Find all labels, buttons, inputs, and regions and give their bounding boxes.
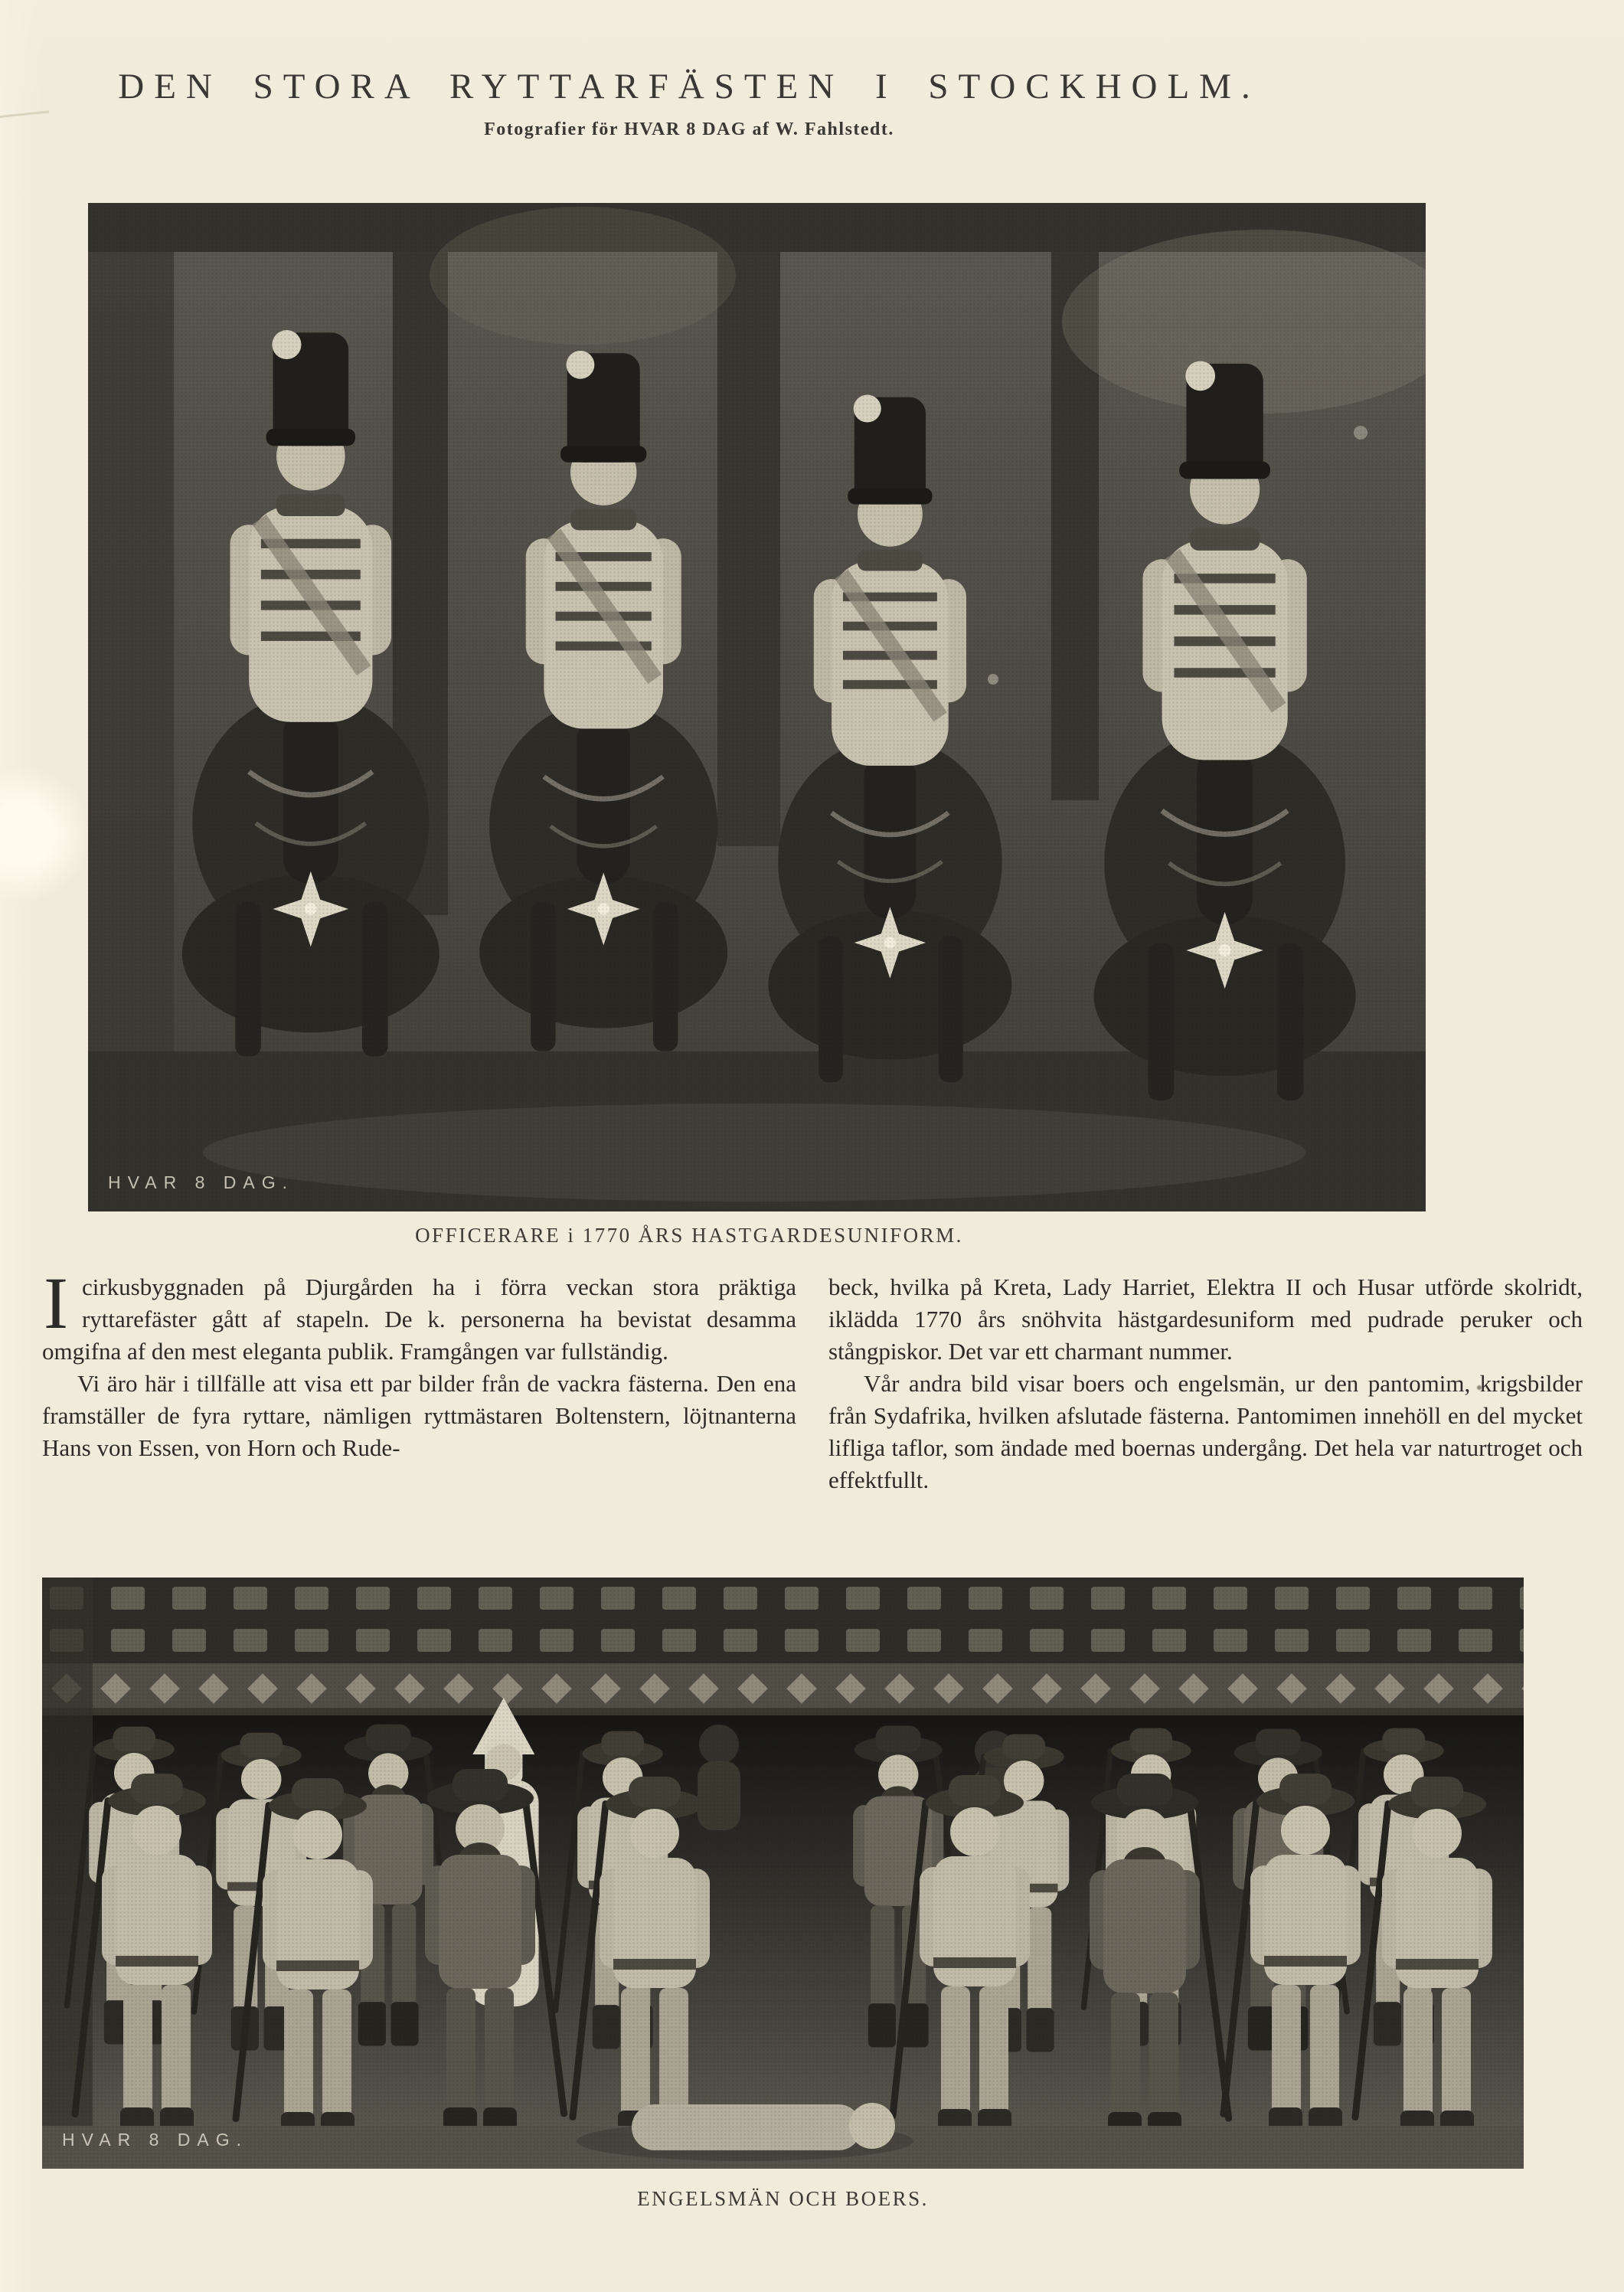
- caption-officers: OFFICERARE i 1770 ÅRS HASTGARDESUNIFORM.: [415, 1224, 963, 1247]
- article-body: [42, 1262, 1583, 1496]
- hvar8dag-watermark: HVAR 8 DAG.: [108, 1172, 294, 1192]
- page-subtitle: Fotografier för HVAR 8 DAG af W. Fahlstedt.: [484, 119, 894, 139]
- boers-photo-illustration: [42, 1578, 1524, 2169]
- article-column-left: [42, 1262, 796, 1496]
- drop-cap: I: [44, 1262, 68, 1344]
- hvar8dag-watermark: HVAR 8 DAG.: [62, 2130, 248, 2150]
- caption-boers: ENGELSMÄN OCH BOERS.: [637, 2187, 929, 2210]
- article-column-right: [828, 1271, 1583, 1496]
- paragraph: Vår andra bild visar boers och engelsmän, ur den pantomim, krigsbilder från Sydafrika, hvilken afslutade fästerna. Pantomimen innehöll en del mycket lifliga taflor, som ändade med boernas undergång. Det hela var naturtroget och effektfullt.: [828, 1370, 1583, 1493]
- masthead: [0, 66, 1378, 140]
- paragraph: beck, hvilka på Kreta, Lady Harriet, Elektra II och Husar utförde skolridt, iklädda 1770 års snöhvita hästgardesuniform med pudrade peruker och stångpiskor. Det var ett charmant nummer.: [828, 1274, 1583, 1365]
- photo-engelsmen-and-boers: [42, 1578, 1524, 2169]
- paragraph-text: cirkusbyggnaden på Djurgården ha i förra veckan stora präktiga ryttarefäster gått af stapeln. De k. personerna ha bevistat desamma omgifna af den mest eleganta publik. Framgången var fullständig.: [42, 1274, 796, 1365]
- paragraph: Vi äro här i tillfälle att visa ett par bilder från de vackra fästerna. Den ena framställer de fyra ryttare, nämligen ryttmästaren Boltenstern, löjtnanterna Hans von Essen, von Horn och Rude-: [42, 1370, 796, 1461]
- paragraph: [42, 1262, 796, 1368]
- photo-officers-on-horseback: [88, 203, 1426, 1211]
- page-title: DEN STORA RYTTARFÄSTEN I STOCKHOLM.: [118, 67, 1260, 106]
- officers-photo-illustration: [88, 203, 1426, 1211]
